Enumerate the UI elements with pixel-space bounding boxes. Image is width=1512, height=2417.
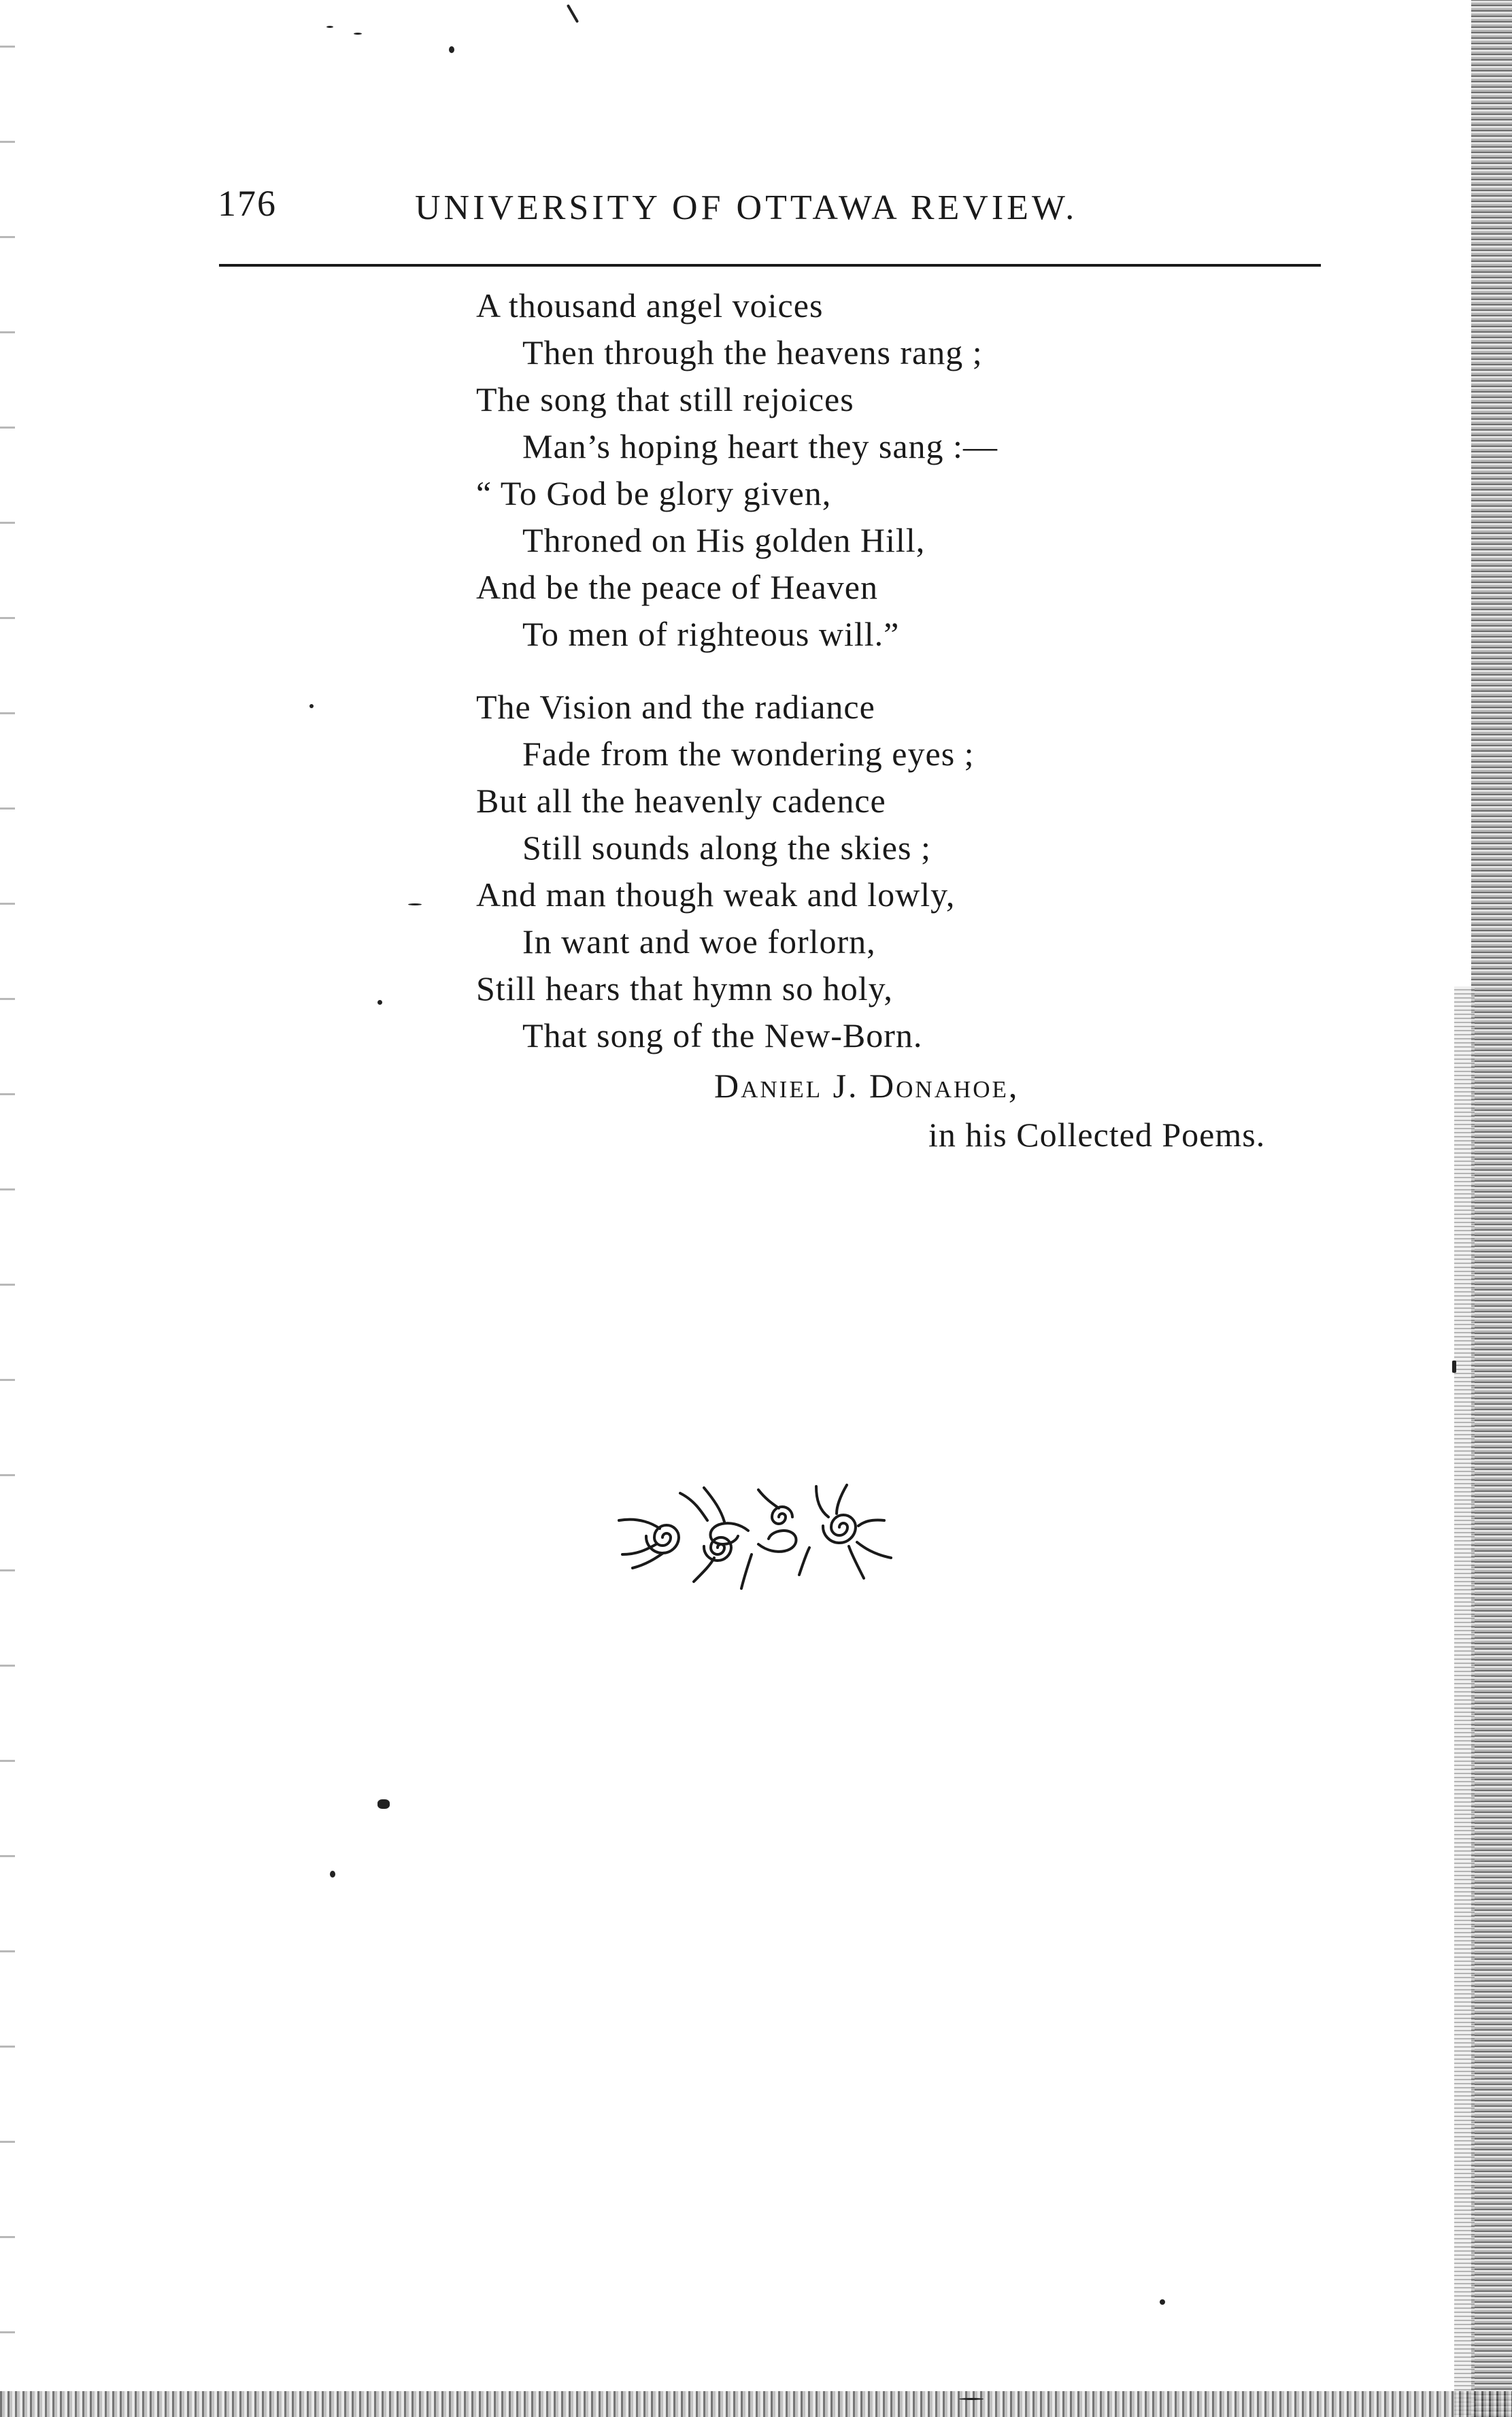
running-title: UNIVERSITY OF OTTAWA REVIEW. [415,188,1078,227]
stanza [476,282,1292,658]
scan-speck [567,4,579,23]
scan-edge-bottom [0,2391,1512,2417]
scan-speck [309,704,314,708]
attribution [714,1061,1326,1159]
scan-speck [959,2398,984,2400]
scan-speck [377,1000,382,1005]
poem-line: Throned on His golden Hill, [522,521,926,559]
poem-line: Man’s hoping heart they sang :— [522,427,998,465]
page-number: 176 [218,183,277,224]
scan-speck [449,46,454,53]
poem-line: The song that still rejoices [476,380,854,418]
poem-line: Fade from the wondering eyes ; [522,735,975,773]
scan-edge-right [1471,0,1512,2417]
scan-speck [377,1799,390,1809]
poem-line: Still hears that hymn so holy, [476,969,893,1007]
page-header [218,182,1156,237]
poem-line: And be the peace of Heaven [476,568,878,606]
header-rule [219,264,1321,267]
author-name: Daniel J. Donahoe, [714,1067,1020,1105]
scan-speck [408,903,422,905]
scan-speck [330,1871,335,1878]
swirl-ornament-icon [612,1480,898,1595]
poem [476,282,1292,1059]
poem-line: Then through the heavens rang ; [522,333,983,371]
scan-speck [326,26,333,28]
poem-line: A thousand angel voices [476,286,824,324]
poem-line: In want and woe forlorn, [522,922,876,961]
poem-line: Still sounds along the skies ; [522,829,931,867]
scan-edge-left [0,27,15,2374]
scan-speck [354,33,362,35]
stanza [476,684,1292,1059]
poem-line: That song of the New-Born. [522,1016,923,1054]
scan-speck [1452,1361,1456,1373]
scan-speck [1160,2299,1165,2305]
poem-line: But all the heavenly cadence [476,782,886,820]
poem-line: And man though weak and lowly, [476,876,956,914]
source-note: in his Collected Poems. [928,1116,1266,1154]
poem-line: “ To God be glory given, [476,474,832,512]
poem-line: The Vision and the radiance [476,688,875,726]
poem-line: To men of righteous will.” [522,615,900,653]
scan-edge-right-shadow [1454,986,1475,2415]
